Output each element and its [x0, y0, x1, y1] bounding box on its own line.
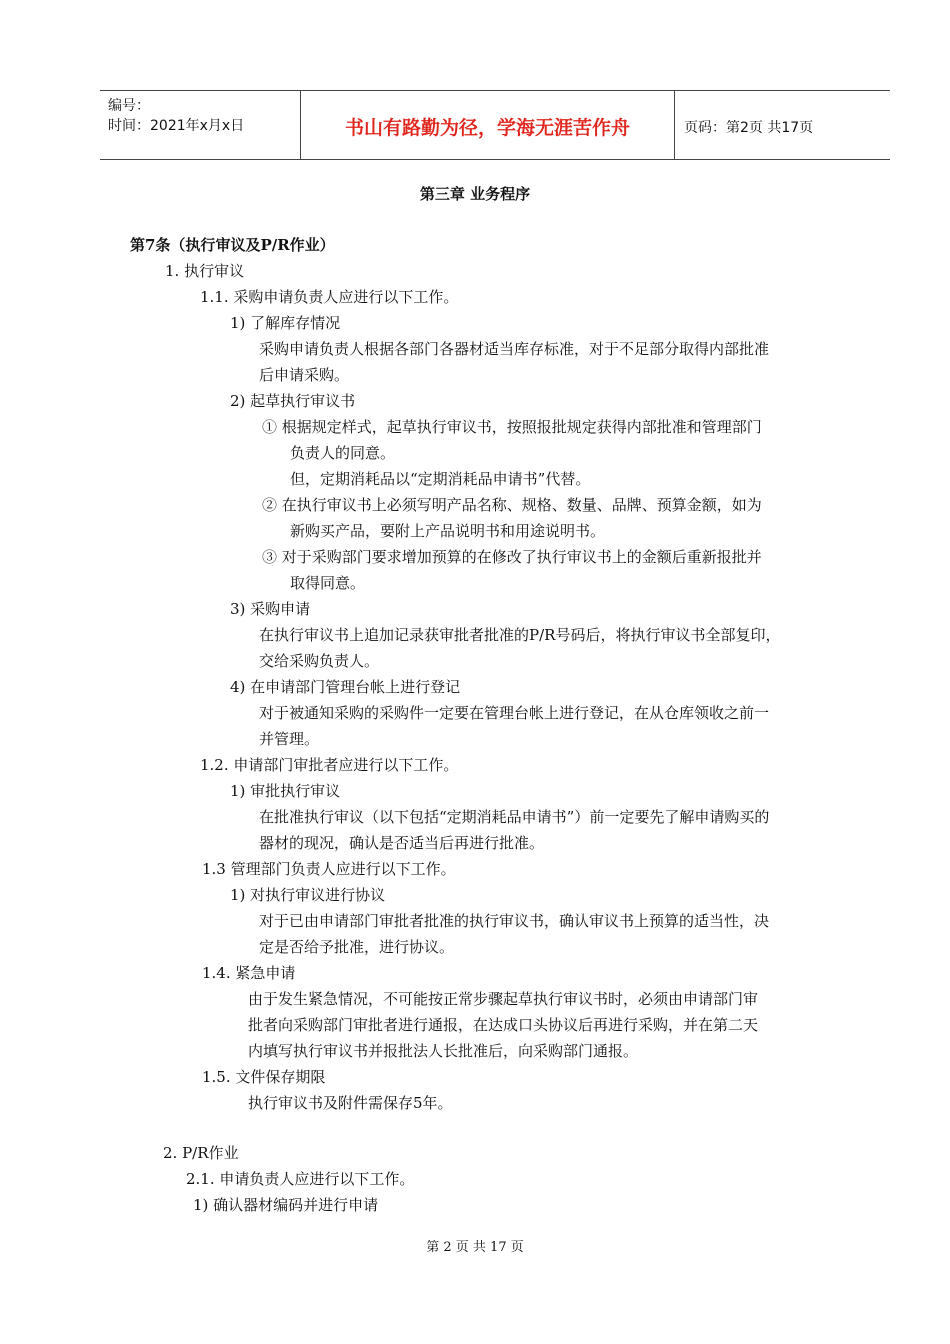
paragraph-line: 由于发生紧急情况，不可能按正常步骤起草执行审议书时，必须由申请部门审: [248, 990, 759, 1008]
subsection-heading: 1.2. 申请部门审批者应进行以下工作。: [200, 756, 459, 774]
item-heading: 1) 确认器材编码并进行申请: [193, 1196, 379, 1214]
header-table: [100, 90, 890, 160]
number-label: 编号：: [108, 98, 150, 114]
paragraph-line: 新购买产品，要附上产品说明书和用途说明书。: [290, 522, 606, 540]
time-label: 时间：2021年x月x日: [108, 118, 245, 134]
paragraph-line: 并管理。: [259, 730, 320, 748]
list-item: ③ 对于采购部门要求增加预算的在修改了执行审议书上的金额后重新报批并: [262, 548, 762, 566]
paragraph-line: 器材的现况，确认是否适当后再进行批准。: [259, 834, 545, 852]
motto: 书山有路勤为径，学海无涯苦作舟: [344, 117, 630, 139]
section-heading: 1. 执行审议: [165, 262, 245, 280]
subsection-heading: 1.3 管理部门负责人应进行以下工作。: [202, 860, 456, 878]
page-footer: 第 2 页 共 17 页: [426, 1240, 524, 1255]
paragraph-line: 内填写执行审议书并报批法人长批准后，向采购部门通报。: [248, 1042, 639, 1060]
item-heading: 2) 起草执行审议书: [230, 392, 356, 410]
header-motto-cell: [300, 91, 675, 159]
article-heading: 第7条（执行审议及P/R作业）: [130, 236, 335, 254]
item-heading: 1) 了解库存情况: [230, 314, 341, 332]
paragraph-line: 在批准执行审议（以下包括“定期消耗品申请书”）前一定要先了解申请购买的: [259, 808, 770, 826]
list-item: ② 在执行审议书上必须写明产品名称、规格、数量、品牌、预算金额，如为: [262, 496, 762, 514]
paragraph-line: 对于已由申请部门审批者批准的执行审议书，确认审议书上预算的适当性，决: [259, 912, 770, 930]
list-item: ① 根据规定样式，起草执行审议书，按照报批规定获得内部批准和管理部门: [262, 418, 762, 436]
item-heading: 3) 采购申请: [230, 600, 311, 618]
item-heading: 1) 审批执行审议: [230, 782, 341, 800]
paragraph-line: 采购申请负责人根据各部门各器材适当库存标准，对于不足部分取得内部批准: [259, 340, 770, 358]
paragraph-line: 批者向采购部门审批者进行通报，在达成口头协议后再进行采购，并在第二天: [248, 1016, 759, 1034]
paragraph-line: 对于被通知采购的采购件一定要在管理台帐上进行登记，在从仓库领收之前一: [259, 704, 770, 722]
header-left-cell: [100, 91, 300, 159]
subsection-heading: 1.5. 文件保存期限: [202, 1068, 326, 1086]
paragraph-line: 执行审议书及附件需保存5年。: [248, 1094, 453, 1112]
item-heading: 4) 在申请部门管理台帐上进行登记: [230, 678, 461, 696]
paragraph-line: 定是否给予批准，进行协议。: [259, 938, 455, 956]
subsection-heading: 1.4. 紧急申请: [202, 964, 296, 982]
paragraph-line: 后申请采购。: [259, 366, 350, 384]
subsection-heading: 2.1. 申请负责人应进行以下工作。: [186, 1170, 415, 1188]
item-heading: 1) 对执行审议进行协议: [230, 886, 386, 904]
paragraph-line: 交给采购负责人。: [259, 652, 380, 670]
chapter-title: 第三章 业务程序: [419, 185, 531, 203]
paragraph-line: 但，定期消耗品以“定期消耗品申请书”代替。: [290, 470, 591, 488]
subsection-heading: 1.1. 采购申请负责人应进行以下工作。: [200, 288, 459, 306]
paragraph-line: 取得同意。: [290, 574, 366, 592]
paragraph-line: 负责人的同意。: [290, 444, 396, 462]
page-info: 页码：第2页 共17页: [684, 120, 814, 136]
paragraph-line: 在执行审议书上追加记录获审批者批准的P/R号码后，将执行审议书全部复印，: [259, 626, 781, 644]
section-heading: 2. P/R作业: [163, 1144, 239, 1162]
header-page-cell: [674, 91, 890, 159]
